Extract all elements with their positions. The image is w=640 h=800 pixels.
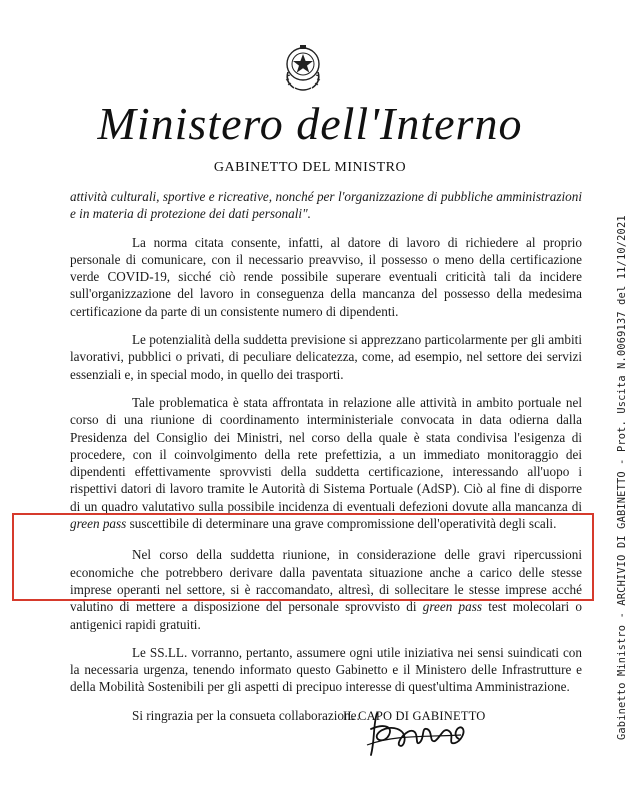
protocol-stamp-text: Gabinetto Ministro - ARCHIVIO DI GABINETTO - Prot. Uscita N.0069137 del 11/10/2021 [616, 215, 628, 740]
paragraph-meeting-text-b: test molecolari o antigenici rapidi gratuiti. [70, 599, 582, 632]
paragraph-request: Le SS.LL. vorranno, pertanto, assumere ogni utile iniziativa nei sensi suindicati con la necessaria urgenza, tenendo informato questo Gabinetto e il Ministero delle Infrastrutture e della Mobilità Sostenibili per gli aspetti di precipuo interesse di quest'ultima Amministrazione. [70, 644, 582, 695]
paragraph-port-issue-text-a: Tale problematica è stata affrontata in relazione alle attività in ambito portuale nel corso di una riunione di coordinamento interministeriale convocata in data odierna dalla Presidenza del Consiglio dei Ministri, nel corso della quale è stata condivisa l'esigenza di procedere, con il coinvolgimento della rete prefettizia, a un immediato monitoraggio dei dipendenti effettivamente sprovvisti della suddetta certificazione, interessando all'uopo i rispettivi datori di lavoro tramite le Autorità di Sistema Portuale (AdSP). Ciò al fine di disporre di un quadro valutativo sulla possibile incidenza di eventuali defezioni dovute alla mancanza di [70, 394, 582, 514]
paragraph-port-issue-text-b: suscettibile di determinare una grave compromissione dell'operatività degli scali. [126, 516, 557, 532]
signature-block [343, 709, 543, 724]
quote-tail: attività culturali, sportive e ricreative, nonché per l'organizzazione di pubbliche amministrazioni e in materia di protezione dei dati personali". [70, 189, 582, 222]
ministry-title: Ministero dell'Interno [97, 98, 523, 149]
paragraph-potential: Le potenzialità della suddetta previsione si apprezzano particolarmente per gli ambiti lavorativi, pubblici o privati, di peculiare delicatezza, come, ad esempio, nel settore dei servizi essenziali e, in special modo, in quello dei trasporti. [70, 332, 582, 382]
handwritten-signature [363, 705, 473, 761]
cabinet-heading: GABINETTO DEL MINISTRO [213, 160, 407, 175]
paragraph-meeting-text-a: Nel corso della suddetta riunione, in considerazione delle gravi ripercussioni economiche che potrebbero derivare dalla paventata situazione anche a carico delle stesse imprese operanti nel settore, si è raccomandato, altresì, di sollecitare le stesse imprese acché valutino di mettere a disposizione del personale sprovvisto di [70, 547, 582, 615]
signature-label: IL CAPO DI GABINETTO [343, 709, 486, 723]
paragraph-thanks: Si ringrazia per la consueta collaborazione. [132, 707, 360, 723]
highlight-annotation-box [12, 513, 594, 601]
protocol-stamp [612, 180, 634, 740]
green-pass-term: green pass [422, 599, 482, 615]
paragraph-norm: La norma citata consente, infatti, al datore di lavoro di richiedere al proprio personale di comunicare, con il necessario preavviso, il possesso o meno della certificazione verde COVID-19, sicché ciò rende possibile superare eventuali criticità tali da incidere sull'organizzazione del lavoro in conseguenza della mancanza del possesso della medesima certificazione da parte di un consistente numero di dipendenti. [70, 234, 582, 319]
green-pass-term: green pass [70, 516, 127, 532]
letter-body [70, 188, 582, 724]
paragraph-port-issue [70, 394, 582, 532]
italian-republic-emblem-icon [282, 42, 324, 92]
